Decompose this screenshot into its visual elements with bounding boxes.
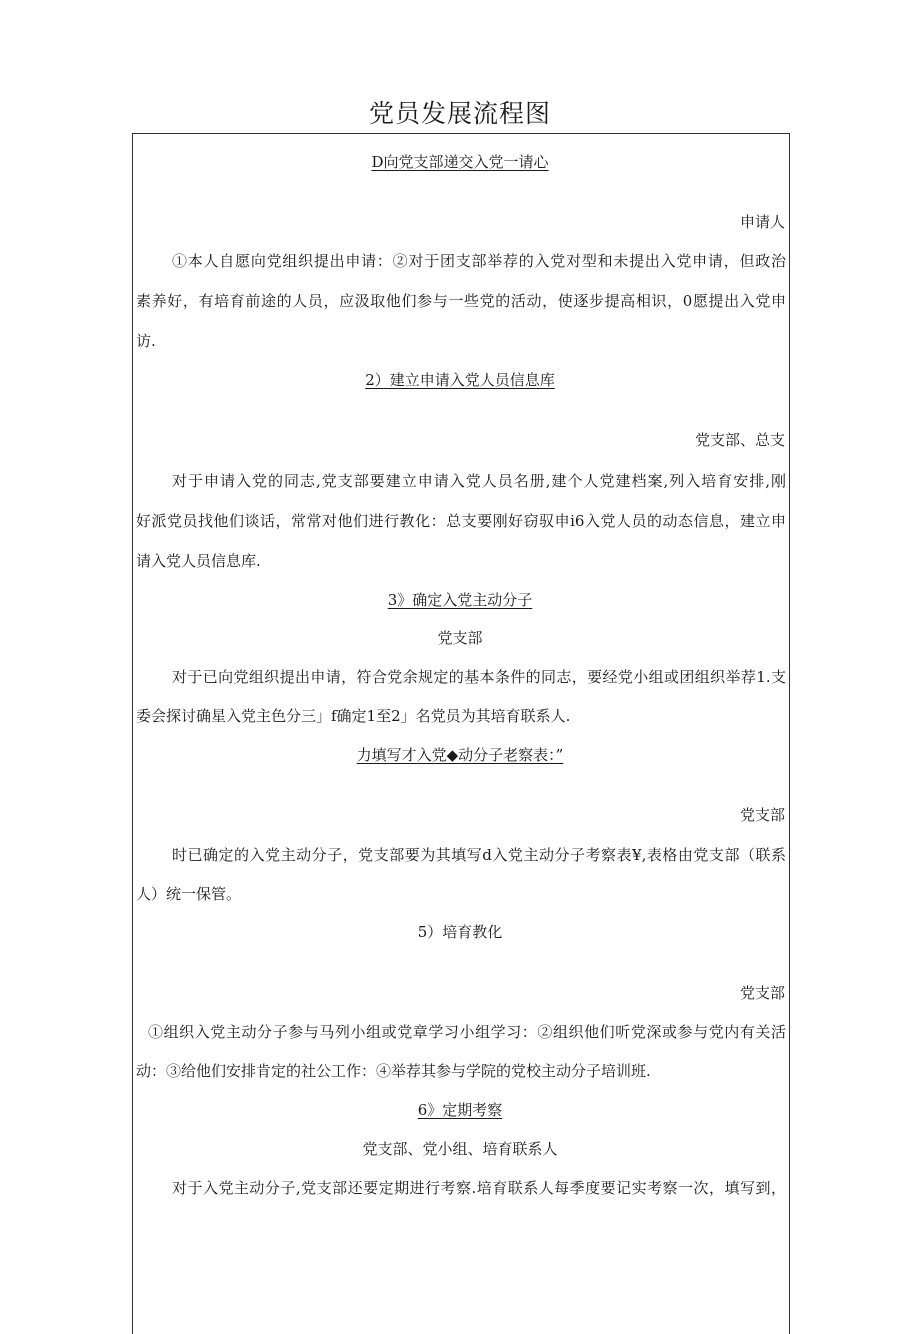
section-1-heading: D向党支部递交入党一请心 xyxy=(371,153,549,171)
section-5-text-line: 动：③给他们安排肯定的社公工作：④举荐其参与学院的党校主动分子培训班. xyxy=(136,1062,651,1080)
section-2-responsible: 党支部、总支 xyxy=(694,431,785,449)
section-2-heading: 2）建立申请入党人员信息库 xyxy=(365,371,555,389)
section-4-text-line: 人）统一保管。 xyxy=(136,885,242,903)
section-5-responsible: 党支部 xyxy=(739,984,785,1002)
section-4-text-line: 时已确定的入党主动分子，党支部要为其填写d入党主动分子考察表¥,表格由党支部（联系 xyxy=(172,846,786,864)
section-2-text-line: 请入党人员信息库. xyxy=(136,552,261,570)
section-4-heading: 力填写才入党◆动分子老察表：” xyxy=(356,746,564,764)
section-3-responsible: 党支部 xyxy=(437,629,483,647)
section-1-text-line: 素养好，有培育前途的人员，应汲取他们参与一些党的活动，使逐步提高相识，0愿提出入党申 xyxy=(136,292,786,310)
section-5-heading: 5）培育教化 xyxy=(417,923,503,941)
section-3-text-line: 对于已向党组织提出申请，符合党余规定的基本条件的同志，要经党小组或团组织举荐1.支 xyxy=(172,668,786,686)
section-5-text-line: ①组织入党主动分子参与马列小组或党章学习小组学习：②组织他们听党深或参与党内有关活 xyxy=(148,1023,786,1041)
section-3-text-line: 委会探讨确星入党主色分三」f确定1至2」名党员为其培育联系人. xyxy=(136,707,571,725)
section-6-responsible: 党支部、党小组、培育联系人 xyxy=(362,1140,558,1158)
section-6-heading: 6》定期考察 xyxy=(417,1101,503,1119)
section-1-responsible: 申请人 xyxy=(739,213,785,231)
section-3-heading: 3》确定入党主动分子 xyxy=(387,591,533,609)
section-2-text-line: 好派党员找他们谈话，常常对他们进行教化：总支要刚好窃驭申i6入党人员的动态信息，建立申 xyxy=(136,512,786,530)
section-4-responsible: 党支部 xyxy=(739,806,785,824)
page-title: 党员发展流程图 xyxy=(368,99,551,128)
section-1-text-line: 访. xyxy=(136,332,156,350)
section-1-text-line: ①本人自愿向党组织提出申请：②对于团支部举荐的入党对型和未提出入党申请，但政治 xyxy=(172,252,786,270)
section-6-text-line: 对于入党主动分子,党支部还要定期进行考察.培育联系人每季度要记实考察一次，填写到， xyxy=(172,1179,786,1197)
section-2-text-line: 对于申请入党的同志,党支部要建立申请入党人员名册,建个人党建档案,列入培育安排,刚 xyxy=(172,472,786,490)
